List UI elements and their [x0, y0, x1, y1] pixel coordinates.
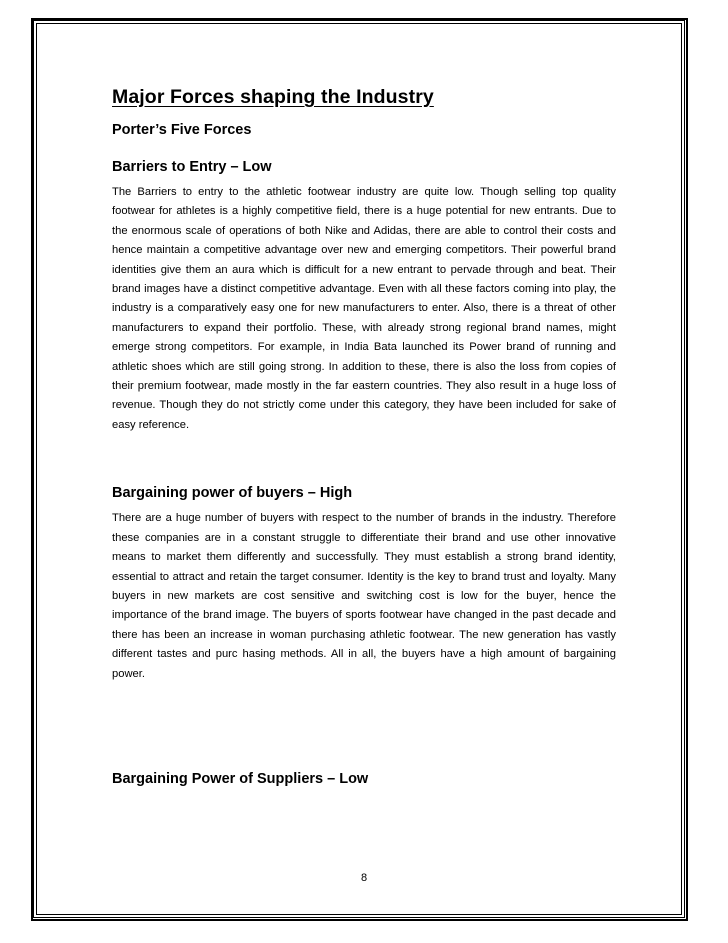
page-number: 8 — [360, 872, 368, 884]
heading-bargaining-power-suppliers: Bargaining Power of Suppliers – Low — [112, 770, 369, 787]
paragraph-bargaining-power-buyers: There are a huge number of buyers with respect to the number of brands in the industry. Therefore these companies are in a constant struggle to differentiate their brand and use other innovative means to market them differently and successfully. They must establish a strong brand identity, essential to attract and retain the target consumer. Identity is the key to brand trust and loyalty. Many buyers in new markets are cost sensitive and switching cost is low for the buyer, hence the importance of the brand image. The buyers of sports footwear have changed in the past decade and there has been an increase in woman purchasing athletic footwear. The new generation has vastly different tastes and purc hasing methods. All in all, the buyers have a high amount of bargaining power. — [112, 512, 616, 680]
paragraph-barriers-to-entry: The Barriers to entry to the athletic footwear industry are quite low. Though selling top quality footwear for athletes is a highly competitive field, there is a huge potential for new entrants. Due to the enormous scale of operations of both Nike and Adidas, there are able to control their costs and hence maintain a competitive advantage over new and emerging competitors. Their powerful brand identities give them an aura which is difficult for a new entrant to pervade through and beat. Their brand images have a distinct competitive advantage. Even with all these factors coming into play, the industry is a comparatively easy one for new manufacturers to enter. Also, there is a threat of other manufacturers to expand their portfolio. These, with already strong regional brand names, might emerge strong competitors. For example, in India Bata launched its Power brand of running and athletic shoes which are still going strong. In addition to these, there is also the loss from copies of their premium footwear, made mostly in the far eastern countries. They also result in a huge loss of revenue. Though they do not strictly come under this category, they have been included for sake of easy reference. — [112, 186, 616, 431]
heading-bargaining-power-buyers: Bargaining power of buyers – High — [112, 485, 353, 502]
page-title: Major Forces shaping the Industry — [112, 86, 434, 108]
document-content — [112, 84, 616, 790]
heading-barriers-to-entry: Barriers to Entry – Low — [112, 159, 272, 175]
section-subtitle: Porter’s Five Forces — [112, 122, 252, 138]
